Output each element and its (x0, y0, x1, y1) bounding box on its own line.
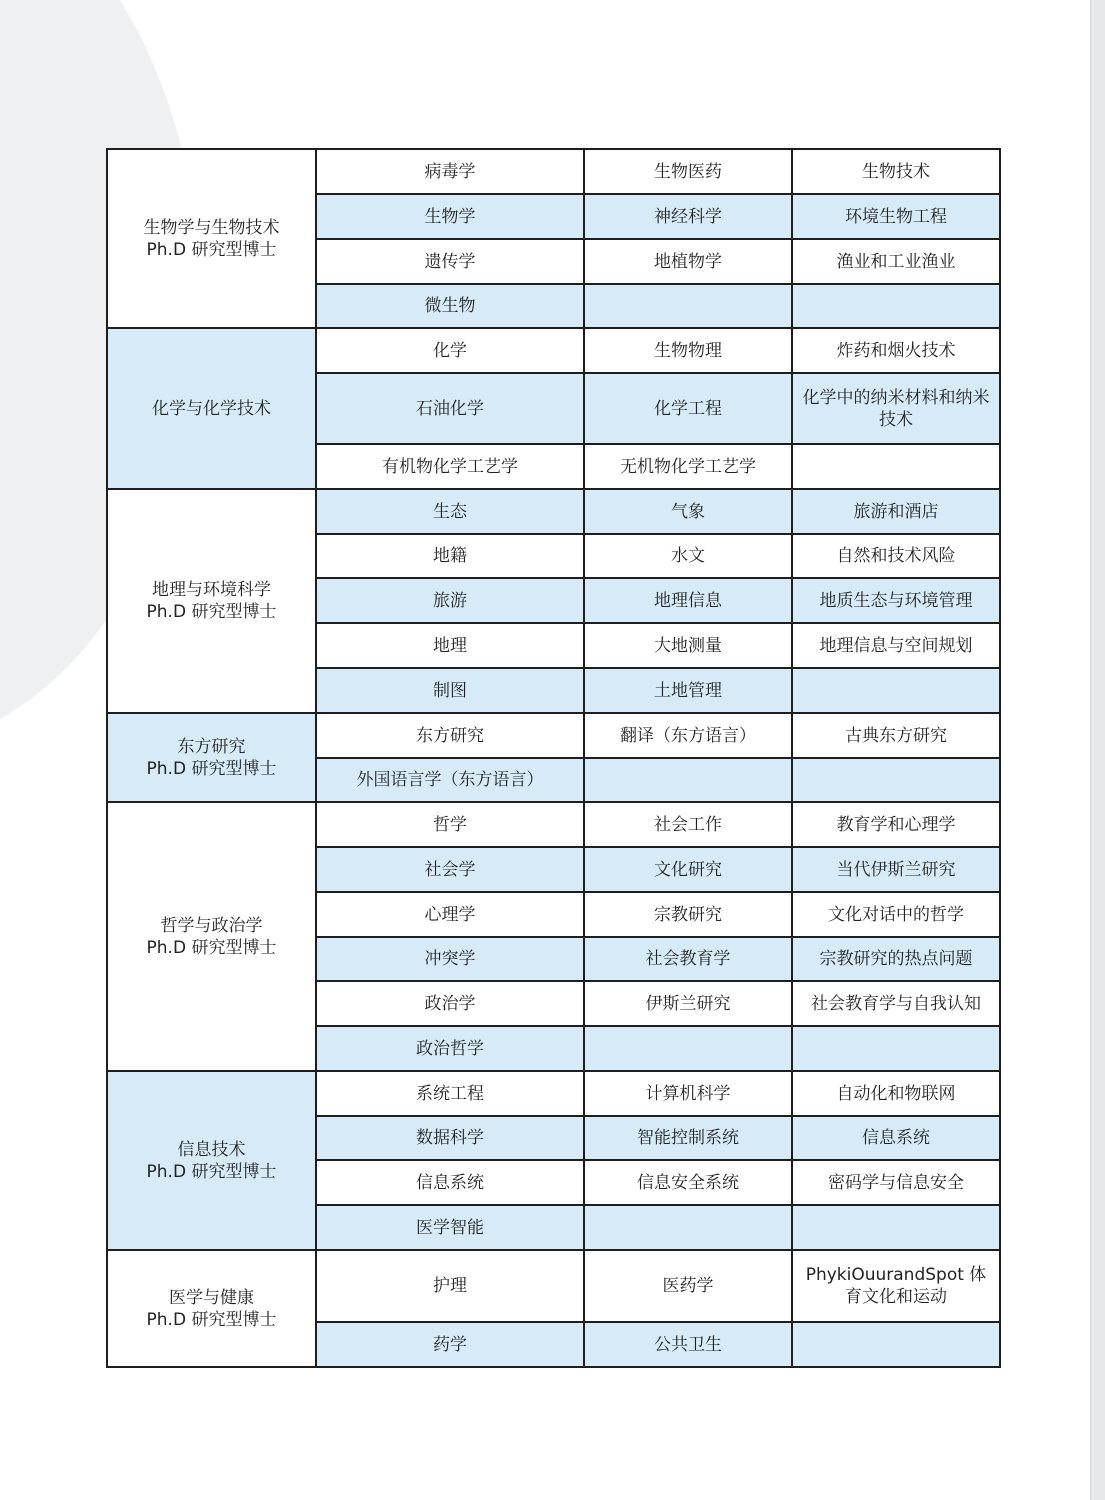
major-cell (792, 668, 1000, 713)
category-name: 化学与化学技术 (152, 398, 271, 419)
major-cell: 神经科学 (584, 194, 792, 239)
major-cell: 旅游和酒店 (792, 489, 1000, 534)
major-cell: 化学中的纳米材料和纳米技术 (792, 373, 1000, 444)
major-cell: 翻译（东方语言） (584, 713, 792, 758)
major-cell: 心理学 (316, 892, 584, 937)
page-edge (1091, 0, 1105, 1500)
category-cell (107, 713, 316, 802)
major-cell: 地理信息与空间规划 (792, 623, 1000, 668)
major-cell: 旅游 (316, 578, 584, 623)
major-cell: 病毒学 (316, 149, 584, 194)
major-cell: 冲突学 (316, 937, 584, 981)
major-cell: 渔业和工业渔业 (792, 239, 1000, 284)
major-cell: 教育学和心理学 (792, 802, 1000, 847)
major-cell (792, 284, 1000, 328)
category-cell (107, 328, 316, 489)
major-cell: 信息系统 (792, 1116, 1000, 1160)
major-cell: 系统工程 (316, 1071, 584, 1116)
category-name: 东方研究 (177, 736, 246, 757)
major-cell (792, 758, 1000, 802)
major-cell: 政治哲学 (316, 1026, 584, 1071)
major-cell: 化学工程 (584, 373, 792, 444)
category-name: 生物学与生物技术 (143, 217, 280, 238)
category-subtitle: Ph.D 研究型博士 (146, 1161, 277, 1182)
major-cell: 古典东方研究 (792, 713, 1000, 758)
major-cell: 密码学与信息安全 (792, 1160, 1000, 1205)
major-cell: 无机物化学工艺学 (584, 444, 792, 489)
major-cell: 东方研究 (316, 713, 584, 758)
major-cell: 生物物理 (584, 328, 792, 373)
major-cell: 地质生态与环境管理 (792, 578, 1000, 623)
major-cell: 有机物化学工艺学 (316, 444, 584, 489)
major-cell: 数据科学 (316, 1116, 584, 1160)
major-cell (792, 1026, 1000, 1071)
major-cell: PhykiOuurandSpot 体育文化和运动 (792, 1250, 1000, 1322)
table-row (107, 489, 1000, 534)
major-cell: 炸药和烟火技术 (792, 328, 1000, 373)
major-cell (584, 1205, 792, 1250)
major-cell: 政治学 (316, 981, 584, 1026)
major-cell: 伊斯兰研究 (584, 981, 792, 1026)
major-cell: 遗传学 (316, 239, 584, 284)
category-subtitle: Ph.D 研究型博士 (146, 602, 277, 622)
category-subtitle: Ph.D 研究型博士 (146, 758, 277, 779)
major-cell: 生物技术 (792, 149, 1000, 194)
major-cell: 文化研究 (584, 847, 792, 892)
major-cell: 大地测量 (584, 623, 792, 668)
major-cell: 土地管理 (584, 668, 792, 713)
major-cell: 信息系统 (316, 1160, 584, 1205)
major-cell: 当代伊斯兰研究 (792, 847, 1000, 892)
major-cell: 宗教研究的热点问题 (792, 937, 1000, 981)
major-cell: 化学 (316, 328, 584, 373)
major-cell (792, 1205, 1000, 1250)
category-subtitle: Ph.D 研究型博士 (146, 937, 277, 958)
major-cell: 医学智能 (316, 1205, 584, 1250)
major-cell: 微生物 (316, 284, 584, 328)
table-row (107, 149, 1000, 194)
major-cell: 护理 (316, 1250, 584, 1322)
major-cell: 哲学 (316, 802, 584, 847)
table-row (107, 328, 1000, 373)
category-cell (107, 802, 316, 1071)
table-row (107, 1071, 1000, 1116)
category-name: 哲学与政治学 (160, 915, 263, 936)
majors-table (106, 148, 1001, 1368)
major-cell: 环境生物工程 (792, 194, 1000, 239)
major-cell: 自动化和物联网 (792, 1071, 1000, 1116)
major-cell (584, 758, 792, 802)
major-cell: 气象 (584, 489, 792, 534)
major-cell: 生物学 (316, 194, 584, 239)
major-cell: 制图 (316, 668, 584, 713)
category-name: 医学与健康 (169, 1287, 254, 1308)
category-subtitle: Ph.D 研究型博士 (146, 1309, 277, 1330)
major-cell: 医药学 (584, 1250, 792, 1322)
major-cell (584, 1026, 792, 1071)
major-cell: 信息安全系统 (584, 1160, 792, 1205)
major-cell: 宗教研究 (584, 892, 792, 937)
major-cell: 文化对话中的哲学 (792, 892, 1000, 937)
major-cell: 计算机科学 (584, 1071, 792, 1116)
major-cell: 地理信息 (584, 578, 792, 623)
table-row (107, 802, 1000, 847)
major-cell: 生态 (316, 489, 584, 534)
category-name: 信息技术 (177, 1139, 246, 1160)
major-cell (584, 284, 792, 328)
category-cell (107, 489, 316, 713)
major-cell: 社会工作 (584, 802, 792, 847)
major-cell: 社会教育学 (584, 937, 792, 981)
major-cell (792, 444, 1000, 489)
major-cell: 公共卫生 (584, 1322, 792, 1367)
category-cell (107, 149, 316, 328)
major-cell: 地籍 (316, 534, 584, 578)
category-cell (107, 1071, 316, 1250)
major-cell: 社会学 (316, 847, 584, 892)
category-subtitle: Ph.D 研究型博士 (146, 239, 277, 260)
major-cell: 地理 (316, 623, 584, 668)
major-cell: 生物医药 (584, 149, 792, 194)
category-name: 地理与环境科学 (152, 580, 271, 600)
table-row (107, 1250, 1000, 1322)
major-cell (792, 1322, 1000, 1367)
table-row (107, 713, 1000, 758)
category-cell (107, 1250, 316, 1367)
major-cell: 石油化学 (316, 373, 584, 444)
major-cell: 智能控制系统 (584, 1116, 792, 1160)
major-cell: 地植物学 (584, 239, 792, 284)
major-cell: 水文 (584, 534, 792, 578)
major-cell: 药学 (316, 1322, 584, 1367)
major-cell: 外国语言学（东方语言） (316, 758, 584, 802)
major-cell: 社会教育学与自我认知 (792, 981, 1000, 1026)
major-cell: 自然和技术风险 (792, 534, 1000, 578)
